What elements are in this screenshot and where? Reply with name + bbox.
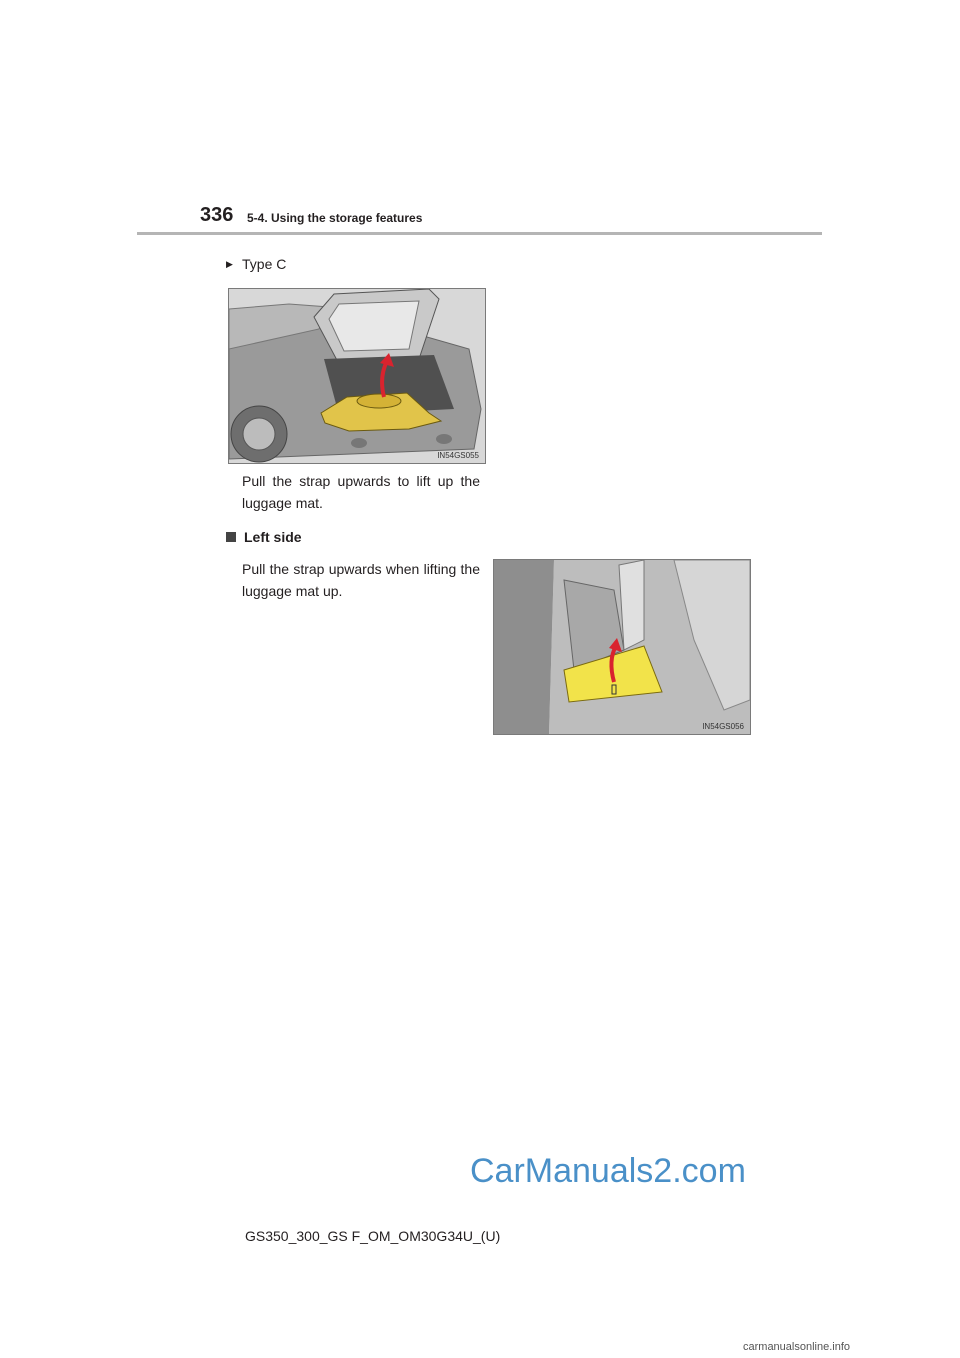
left-side-graphic xyxy=(494,560,750,734)
bottom-watermark-text: carmanualsonline.info xyxy=(743,1341,851,1353)
trunk-illustration-left-side xyxy=(493,559,751,735)
figure-code: IN54GS056 xyxy=(702,722,744,731)
triangle-bullet-icon: ▶ xyxy=(226,259,233,269)
trunk-illustration-type-c xyxy=(228,288,486,464)
square-bullet-icon xyxy=(226,532,236,542)
page-number: 336 xyxy=(200,204,234,226)
footer-document-code: GS350_300_GS F_OM_OM30G34U_(U) xyxy=(245,1228,501,1244)
left-side-heading-text: Left side xyxy=(244,529,302,545)
type-c-text: Type C xyxy=(242,256,287,272)
left-side-heading xyxy=(226,529,302,545)
left-side-instruction: Pull the strap upwards when lifting the luggage mat up. xyxy=(242,561,480,599)
figure-code: IN54GS055 xyxy=(437,451,479,460)
type-c-instruction: Pull the strap upwards to lift up the luggage mat. xyxy=(242,473,480,511)
type-c-label xyxy=(226,256,286,272)
section-title: 5-4. Using the storage features xyxy=(247,211,423,225)
watermark-logo: CarManuals2.com xyxy=(470,1152,746,1190)
car-trunk-graphic xyxy=(229,289,485,463)
header-rule xyxy=(137,232,822,235)
